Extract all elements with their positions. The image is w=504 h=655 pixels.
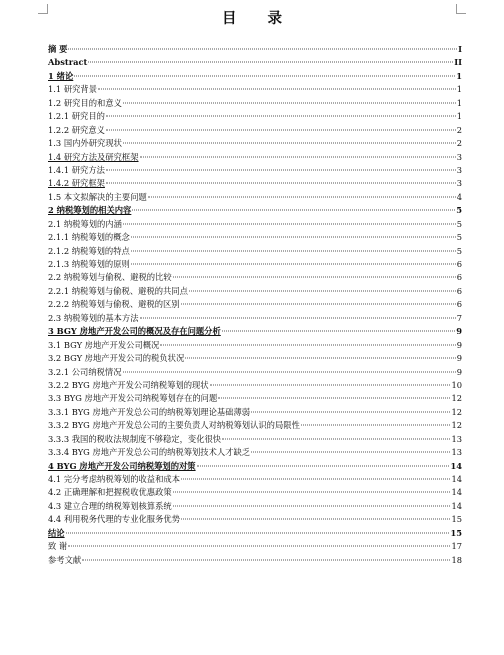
toc-entry-page-number: II xyxy=(454,57,462,68)
toc-entry-title: 1.4.1 研究方法 xyxy=(48,164,105,175)
toc-dot-leader xyxy=(222,331,455,332)
toc-dot-leader xyxy=(173,505,451,506)
toc-entry-page-number: 9 xyxy=(456,366,462,377)
toc-entry-page-number: 2 xyxy=(456,124,462,135)
toc-entry-title: 1.5 本文拟解决的主要问题 xyxy=(48,191,147,202)
toc-entry-title: 1 绪论 xyxy=(48,70,74,81)
toc-dot-leader xyxy=(123,223,456,224)
toc-entry[interactable] xyxy=(48,231,462,244)
toc-entry[interactable] xyxy=(48,352,462,365)
toc-entry-page-number: 13 xyxy=(451,433,462,444)
toc-entry[interactable] xyxy=(48,446,462,459)
toc-dot-leader xyxy=(98,89,456,90)
toc-entry-page-number: 1 xyxy=(456,84,462,95)
toc-entry-title: 3.1 BGY 房地产开发公司概况 xyxy=(48,339,160,350)
toc-dot-leader xyxy=(181,304,456,305)
toc-entry-title: 4.4 利用税务代理的专业化服务优势 xyxy=(48,514,180,525)
toc-entry-title: 3.3.4 BYG 房地产开发总公司的纳税筹划技术人才缺乏 xyxy=(48,447,251,458)
toc-entry-title: 1.3 国内外研究现状 xyxy=(48,138,122,149)
toc-entry-title: 3.2.2 BYG 房地产开发公司纳税筹划的现状 xyxy=(48,379,209,390)
toc-entry-page-number: 1 xyxy=(456,97,462,108)
toc-entry-title: 2.2 纳税筹划与偷税、避税的比较 xyxy=(48,272,172,283)
toc-dot-leader xyxy=(131,237,456,238)
toc-entry[interactable] xyxy=(48,392,462,405)
toc-entry[interactable] xyxy=(48,366,462,379)
toc-entry-title: 2.2.1 纳税筹划与偷税、避税的共同点 xyxy=(48,285,188,296)
toc-dot-leader xyxy=(173,492,451,493)
toc-entry-title: 1.4 研究方法及研究框架 xyxy=(48,151,139,162)
toc-dot-leader xyxy=(106,116,456,117)
toc-entry-title: 3 BGY 房地产开发公司的概况及存在问题分析 xyxy=(48,326,221,337)
toc-entry-page-number: 9 xyxy=(456,353,462,364)
toc-entry[interactable] xyxy=(48,419,462,432)
toc-entry-page-number: 15 xyxy=(451,514,462,525)
toc-entry-page-number: 13 xyxy=(451,447,462,458)
toc-dot-leader xyxy=(131,250,456,251)
toc-entry-title: 1.4.2 研究框架 xyxy=(48,178,105,189)
toc-entry[interactable] xyxy=(48,151,462,164)
toc-entry[interactable] xyxy=(48,245,462,258)
toc-dot-leader xyxy=(123,102,456,103)
toc-dot-leader xyxy=(210,384,451,385)
toc-entry-title: 3.3.1 BYG 房地产开发总公司的纳税筹划理论基础薄弱 xyxy=(48,406,251,417)
toc-dot-leader xyxy=(222,438,450,439)
toc-entry[interactable] xyxy=(48,500,462,513)
toc-entry[interactable] xyxy=(48,191,462,204)
toc-entry[interactable] xyxy=(48,513,462,526)
toc-dot-leader xyxy=(189,290,456,291)
toc-entry-title: 1.2 研究目的和意义 xyxy=(48,97,122,108)
toc-entry-page-number: 4 xyxy=(456,191,462,202)
toc-entry-page-number: 1 xyxy=(456,111,462,122)
toc-dot-leader xyxy=(181,479,450,480)
toc-entry[interactable] xyxy=(48,110,462,123)
toc-entry[interactable] xyxy=(48,70,462,83)
toc-dot-leader xyxy=(106,129,456,130)
toc-entry[interactable] xyxy=(48,285,462,298)
toc-dot-leader xyxy=(82,559,450,560)
toc-entry-page-number: 12 xyxy=(451,406,462,417)
toc-entry-title: 摘 要 xyxy=(48,44,68,54)
toc-entry-page-number: 6 xyxy=(456,285,462,296)
toc-entry-page-number: 14 xyxy=(450,460,462,471)
toc-entry-title: Abstract xyxy=(48,57,88,68)
toc-entry-page-number: 1 xyxy=(456,70,462,81)
toc-entry-page-number: 17 xyxy=(451,541,462,552)
toc-entry[interactable] xyxy=(48,339,462,352)
toc-entry-title: 2.1.3 纳税筹划的原则 xyxy=(48,259,130,269)
toc-entry[interactable] xyxy=(48,271,462,284)
toc-entry-title: 2 纳税筹划的相关内容 xyxy=(48,205,132,216)
toc-entry[interactable] xyxy=(48,204,462,217)
toc-dot-leader xyxy=(185,358,455,359)
toc-dot-leader xyxy=(181,519,450,520)
toc-entry-page-number: 6 xyxy=(456,259,462,269)
toc-dot-leader xyxy=(131,264,456,265)
toc-dot-leader xyxy=(148,196,456,197)
toc-entry-page-number: 2 xyxy=(456,138,462,149)
toc-entry-title: 2.1 纳税筹划的内涵 xyxy=(48,218,122,229)
toc-entry-title: 2.3 纳税筹划的基本方法 xyxy=(48,312,139,323)
toc-entry-title: 3.3.3 我国的税收法规制度不够稳定，变化很快 xyxy=(48,433,222,444)
toc-entry-page-number: 10 xyxy=(451,379,462,390)
toc-entry-title: 1.2.1 研究目的 xyxy=(48,111,105,122)
toc-entry[interactable] xyxy=(48,258,462,271)
toc-dot-leader xyxy=(132,210,455,211)
toc-entry-page-number: 5 xyxy=(456,205,462,216)
toc-dot-leader xyxy=(66,532,450,533)
toc-entry[interactable] xyxy=(48,137,462,150)
toc-dot-leader xyxy=(123,371,456,372)
toc-entry[interactable] xyxy=(48,460,462,473)
toc-entry-title: 1.1 研究背景 xyxy=(48,84,98,95)
toc-entry[interactable] xyxy=(48,298,462,311)
toc-entry[interactable] xyxy=(48,473,462,486)
toc-entry[interactable] xyxy=(48,124,462,137)
toc-entry[interactable] xyxy=(48,406,462,419)
toc-entry-title: 4.2 正确理解和把握税收优惠政策 xyxy=(48,487,172,498)
toc-entry-title: 1.2.2 研究意义 xyxy=(48,124,105,135)
toc-dot-leader xyxy=(88,62,453,63)
toc-entry[interactable] xyxy=(48,177,462,190)
toc-entry-page-number: 5 xyxy=(456,218,462,229)
toc-dot-leader xyxy=(251,411,450,412)
toc-entry[interactable] xyxy=(48,43,462,56)
toc-entry-title: 2.1.1 纳税筹划的概念 xyxy=(48,232,130,243)
toc-entry[interactable] xyxy=(48,164,462,177)
toc-dot-leader xyxy=(106,169,456,170)
toc-dot-leader xyxy=(106,183,456,184)
toc-dot-leader xyxy=(68,49,457,50)
toc-entry[interactable] xyxy=(48,56,462,69)
toc-entry-page-number: 9 xyxy=(456,326,462,337)
toc-entry-title: 2.2.2 纳税筹划与偷税、避税的区别 xyxy=(48,299,180,310)
toc-entry-page-number: 6 xyxy=(456,272,462,283)
toc-dot-leader xyxy=(140,317,456,318)
toc-entry-page-number: 14 xyxy=(451,474,462,484)
toc-entry[interactable] xyxy=(48,83,462,96)
toc-entry-title: 4.3 建立合理的纳税筹划核算系统 xyxy=(48,500,172,511)
toc-entry-page-number: 7 xyxy=(456,312,462,323)
toc-entry-title: 致 谢 xyxy=(48,541,68,552)
toc-entry-page-number: 3 xyxy=(456,151,462,162)
toc-entry[interactable] xyxy=(48,527,462,540)
toc-entry-page-number: 15 xyxy=(450,527,462,538)
toc-entry-page-number: I xyxy=(458,44,462,54)
toc-entry-page-number: 5 xyxy=(456,245,462,256)
toc-entry[interactable] xyxy=(48,97,462,110)
toc-entry-page-number: 18 xyxy=(451,554,462,565)
toc-entry-title: 结论 xyxy=(48,527,65,538)
toc-dot-leader xyxy=(197,465,450,466)
toc-entry-title: 3.3 BYG 房地产开发公司纳税筹划存在的问题 xyxy=(48,393,218,404)
toc-entry[interactable] xyxy=(48,325,462,338)
table-of-contents xyxy=(48,43,462,567)
toc-entry-title: 4 BYG 房地产开发公司纳税筹划的对策 xyxy=(48,460,196,471)
toc-dot-leader xyxy=(74,75,455,76)
toc-entry[interactable] xyxy=(48,433,462,446)
toc-entry-page-number: 9 xyxy=(456,339,462,350)
toc-dot-leader xyxy=(301,425,451,426)
toc-entry-page-number: 14 xyxy=(451,500,462,511)
toc-dot-leader xyxy=(218,398,450,399)
toc-entry-title: 3.2.1 公司纳税情况 xyxy=(48,366,122,377)
toc-entry-page-number: 12 xyxy=(451,420,462,431)
toc-entry-page-number: 5 xyxy=(456,232,462,243)
toc-entry-page-number: 3 xyxy=(456,164,462,175)
toc-entry-title: 参考文献 xyxy=(48,554,82,565)
toc-entry[interactable] xyxy=(48,218,462,231)
toc-dot-leader xyxy=(68,546,450,547)
toc-dot-leader xyxy=(251,452,450,453)
toc-entry[interactable] xyxy=(48,554,462,567)
toc-entry-title: 2.1.2 纳税筹划的特点 xyxy=(48,245,130,256)
toc-entry[interactable] xyxy=(48,486,462,499)
toc-entry-page-number: 12 xyxy=(451,393,462,404)
toc-dot-leader xyxy=(160,344,455,345)
toc-entry[interactable] xyxy=(48,312,462,325)
toc-entry-title: 3.2 BGY 房地产开发公司的税负状况 xyxy=(48,353,185,364)
toc-entry-page-number: 14 xyxy=(451,487,462,498)
toc-dot-leader xyxy=(140,156,456,157)
page-title: 目 录 xyxy=(221,11,296,27)
toc-entry-title: 3.3.2 BYG 房地产开发总公司的主要负责人对纳税筹划认识的局限性 xyxy=(48,420,300,431)
toc-entry[interactable] xyxy=(48,540,462,553)
toc-entry-title: 4.1 完分考虑纳税筹划的收益和成本 xyxy=(48,474,180,484)
toc-entry-page-number: 3 xyxy=(456,178,462,189)
toc-entry-page-number: 6 xyxy=(456,299,462,310)
toc-dot-leader xyxy=(123,143,456,144)
toc-entry[interactable] xyxy=(48,379,462,392)
toc-dot-leader xyxy=(173,277,456,278)
